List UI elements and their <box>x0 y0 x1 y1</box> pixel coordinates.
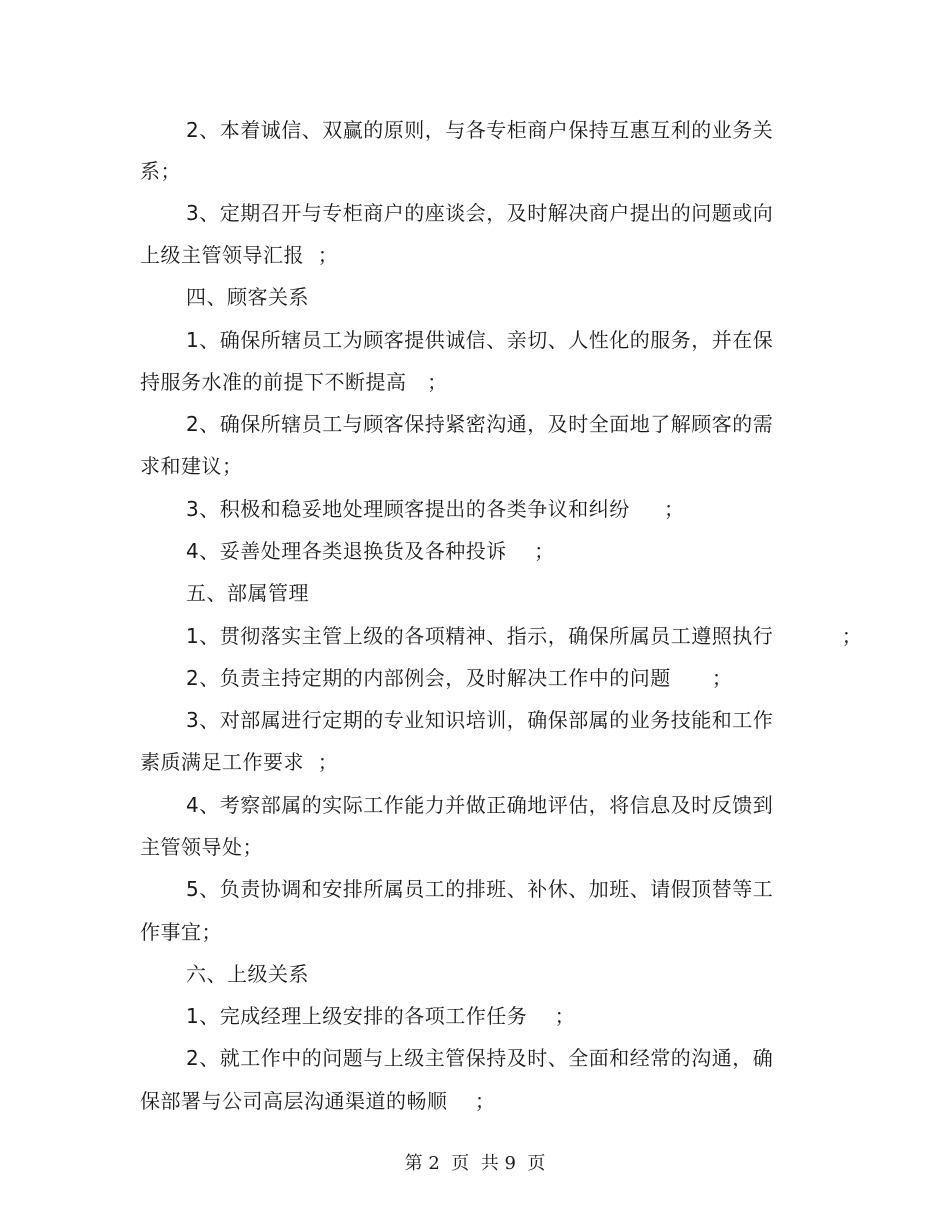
section-heading: 六、上级关系 <box>186 962 309 986</box>
paragraph-line: 2、就工作中的问题与上级主管保持及时、全面和经常的沟通，确 <box>186 1046 774 1070</box>
paragraph-line: 2、确保所辖员工与顾客保持紧密沟通，及时全面地了解顾客的需 <box>186 412 774 436</box>
paragraph-line: 持服务水准的前提下不断提高 ； <box>140 370 448 394</box>
paragraph-line: 2、本着诚信、双赢的原则，与各专柜商户保持互惠互利的业务关 <box>186 118 774 142</box>
paragraph-line: 1、确保所辖员工为顾客提供诚信、亲切、人性化的服务，并在保 <box>186 328 774 352</box>
section-heading: 四、顾客关系 <box>186 285 309 309</box>
paragraph-line: 4、考察部属的实际工作能力并做正确地评估，将信息及时反馈到 <box>186 793 774 817</box>
paragraph-line: 上级主管领导汇报 ； <box>140 243 339 267</box>
paragraph-line: 系； <box>140 159 181 183</box>
paragraph-line: 1、完成经理上级安排的各项工作任务 ； <box>186 1004 576 1028</box>
paragraph-line: 1、贯彻落实主管上级的各项精神、指示，确保所属员工遵照执行 ； <box>186 624 863 648</box>
paragraph-line: 5、负责协调和安排所属员工的排班、补休、加班、请假顶替等工 <box>186 877 774 901</box>
paragraph-line: 4、妥善处理各类退换货及各种投诉 ； <box>186 539 555 563</box>
paragraph-line: 素质满足工作要求 ； <box>140 750 339 774</box>
paragraph-line: 3、对部属进行定期的专业知识培训，确保部属的业务技能和工作 <box>186 708 774 732</box>
paragraph-line: 保部署与公司高层沟通渠道的畅顺 ； <box>140 1089 496 1113</box>
page-number-label: 第 2 页 共 9 页 <box>404 1153 546 1174</box>
paragraph-line: 3、积极和稳妥地处理顾客提出的各类争议和纠纷 ； <box>186 497 685 521</box>
paragraph-line: 2、负责主持定期的内部例会，及时解决工作中的问题 ； <box>186 666 733 690</box>
paragraph-line: 主管领导处； <box>140 835 263 859</box>
paragraph-line: 作事宜； <box>140 920 222 944</box>
page-footer <box>0 1151 950 1177</box>
paragraph-line: 3、定期召开与专柜商户的座谈会，及时解决商户提出的问题或向 <box>186 201 774 225</box>
section-heading: 五、部属管理 <box>186 581 309 605</box>
paragraph-line: 求和建议； <box>140 454 243 478</box>
